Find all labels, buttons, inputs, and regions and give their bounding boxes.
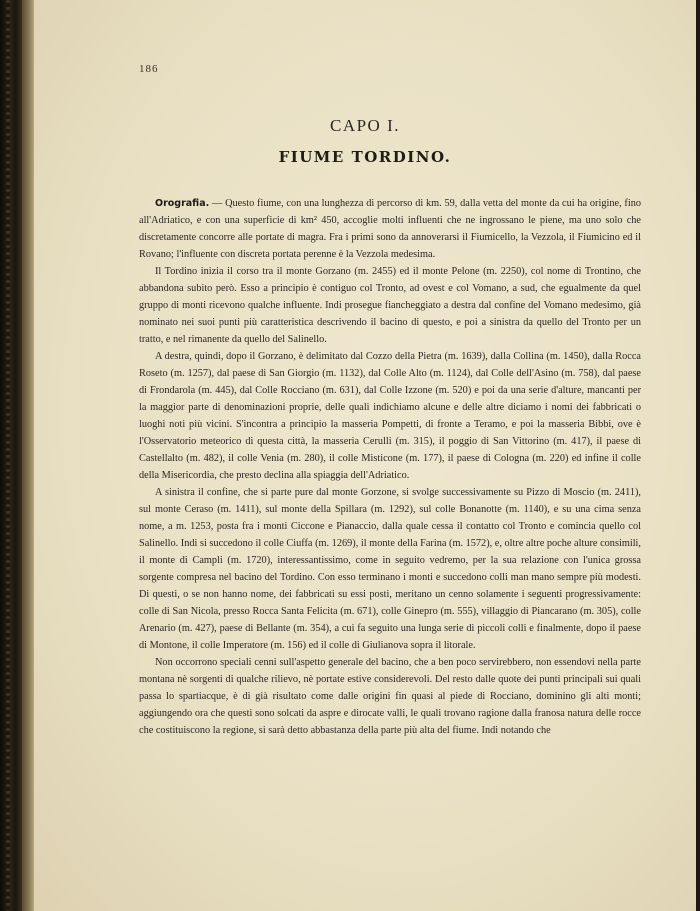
book-page: [34, 0, 696, 911]
section-lead: Orografia.: [155, 198, 210, 209]
paragraph: [139, 195, 641, 263]
paragraph-text: — Questo fiume, con una lunghezza di percorso di km. 59, dalla vetta del monte da cui ha origine, fino all'Adriatico, e con una superficie di km² 450, accoglie molti influenti che ne ingrossano le piene, ma uno solo che discretamente concorre alle portate di magra. Fra i primi sono da annoverarsi il Fiumicello, la Vezzola, il Fiumicino ed il Rovano; l'influente con discreta portata perenne è la Vezzola medesima.: [139, 198, 641, 260]
page-number: 186: [139, 63, 159, 75]
paragraph: [139, 348, 641, 484]
paragraph: [139, 654, 641, 739]
paragraph-text: Il Tordino inizia il corso tra il monte Gorzano (m. 2455) ed il monte Pelone (m. 2250), col nome di Trontino, che abbandona subito però. Esso a principio è contiguo col Tronto, ad ovest e col Vomano, a sud, che egualmente da quel gruppo di monti ricevono qualche influente. Indi prosegue fiancheggiato a destra dal confine del Vomano medesimo, già nominato nei suoi punti più caratteristica descrivendo il bacino di questo, e poi a sinistra da quello del Tronto per un tratto, e nel rimanente da quello del Salinello.: [139, 266, 641, 345]
page-title: FIUME TORDINO.: [278, 148, 452, 166]
body-text: [139, 195, 641, 739]
chapter-heading: CAPO I.: [329, 116, 400, 135]
paragraph-text: A destra, quindi, dopo il Gorzano, è delimitato dal Cozzo della Pietra (m. 1639), dalla Collina (m. 1450), dalla Rocca Roseto (m. 1257), dal paese di San Giorgio (m. 1132), dal Colle Alto (m. 1124), dal Colle dell'Asino (m. 758), dal paese di Frondarola (m. 445), dal Colle Rocciano (m. 631), dal Colle Izzone (m. 520) e poi da una serie d'alture, mancanti per la maggior parte di denominazioni proprie, delle quali indichiamo alcune e delle altre diciamo i nomi dei fabbricati o luoghi noti più vicini. S'incontra a principio la masseria Pompetti, di fronte a Teramo, e poi la masseria Bibbi, ove è l'Osservatorio meteorico di questa città, la masseria Cerulli (m. 315), il poggio di San Vittorino (m. 417), il paese di Castellalto (m. 482), il colle Venia (m. 280), il colle Misticone (m. 177), il paese di Cologna (m. 220) ed infine il colle della Misericordia, che presto declina alla spiaggia dell'Adriatico.: [139, 351, 641, 481]
paragraph-text: A sinistra il confine, che si parte pure dal monte Gorzone, si svolge successivamente su Pizzo di Moscio (m. 2411), sul monte Ceraso (m. 1411), sul monte della Spillara (m. 1292), sul colle Bonanotte (m. 1140), e su una cima senza nome, a m. 1253, posta fra i monti Ciccone e Pianaccio, dalla quale cessa il contatto col Tronto e comincia quello col Salinello. Indi si succedono il colle Ciuffa (m. 1269), il monte della Farina (m. 1572), e, oltre altre poche alture consimili, il monte di Campli (m. 1720), interessantissimo, come in seguito vedremo, per la sua relazione con l'unica grossa sorgente compresa nel bacino del Tordino. Con esso terminano i monti e succedono colli man mano sempre più modesti. Di questi, o se non hanno nome, dei fabbricati su essi posti, meritano un cenno solamente i seguenti progressivamente: colle di San Nicola, presso Rocca Santa Felicita (m. 671), colle Ginepro (m. 555), villaggio di Piancarano (m. 305), colle Arenario (m. 427), paese di Bellante (m. 354), a cui fa seguito una lunga serie di piccoli colli e finalmente, dopo il paese di Montone, il colle Imperatore (m. 156) ed il colle di Giulianova sopra il litorale.: [139, 487, 641, 651]
paragraph: [139, 484, 641, 654]
paragraph-text: Non occorrono speciali cenni sull'aspetto generale del bacino, che a ben poco servirebbero, non essendovi nella parte montana nè sorgenti di qualche rilievo, nè portate estive considerevoli. Del resto dalle quote dei punti principali sui quali passa lo spartiacque, è di già risultato come dalle origini fin quasi al piede di Rocciano, dominino gli alti monti; aggiungendo ora che questi sono solcati da aspre e dirocate valli, le quali trovano ragione dalla franosa natura delle rocce che costituiscono la regione, si sarà detto abbastanza della parte più alta del fiume. Indi notando che: [139, 657, 641, 736]
book-spine: [0, 0, 22, 911]
page-gutter: [22, 0, 34, 911]
paragraph: [139, 263, 641, 348]
